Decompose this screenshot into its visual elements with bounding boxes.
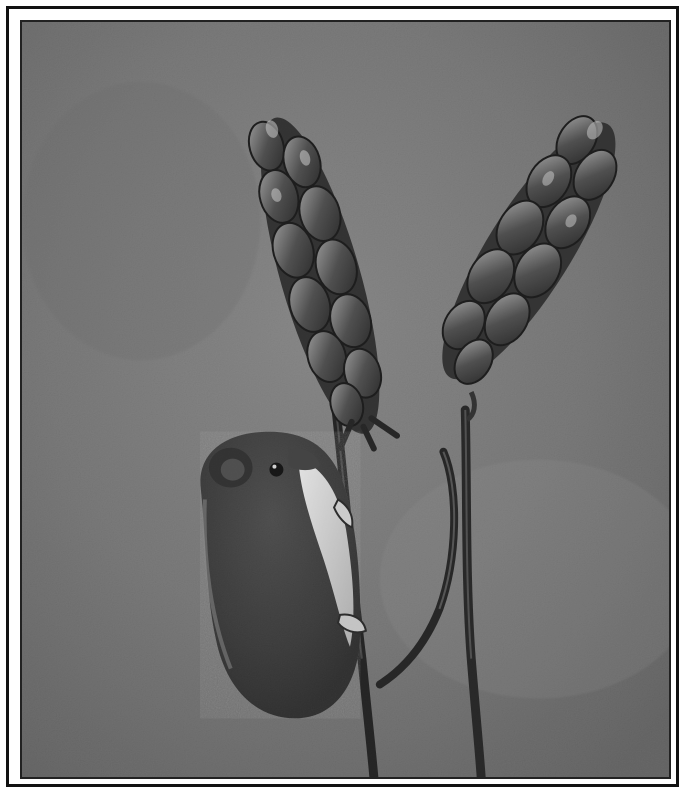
harvest-mouse-illustration (22, 22, 669, 777)
photo-plate-frame (6, 6, 679, 787)
film-grain-overlay (22, 22, 669, 777)
photograph (20, 20, 671, 779)
